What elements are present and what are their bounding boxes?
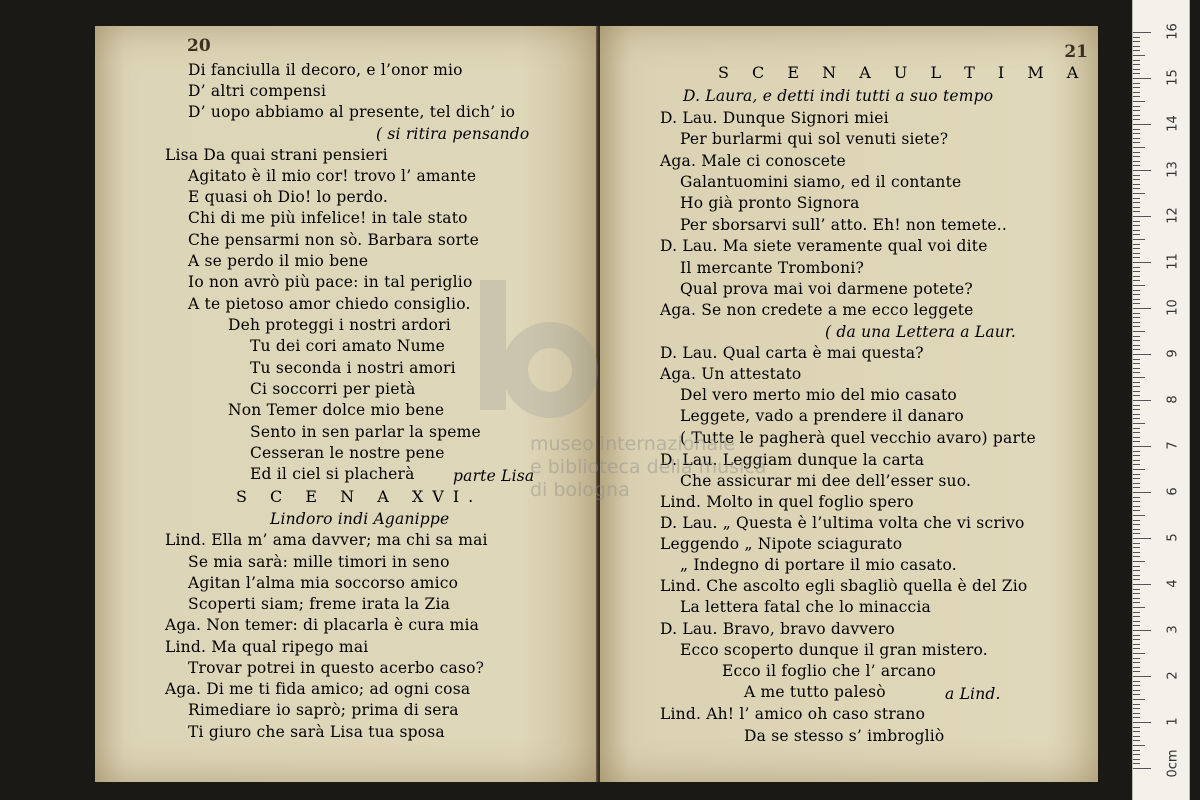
text-line: Rimediare io saprò; prima di sera bbox=[188, 701, 459, 719]
ruler-tick bbox=[1133, 110, 1140, 111]
text-line: Aga. Se non credete a me ecco leggete bbox=[660, 301, 974, 319]
text-line: Per sborsarvi sull’ atto. Eh! non temete.. bbox=[680, 216, 1008, 234]
ruler-tick bbox=[1133, 547, 1140, 548]
ruler-label: 1 bbox=[1165, 717, 1181, 726]
ruler-tick bbox=[1133, 589, 1140, 590]
text-line: Chi di me più infelice! in tale stato bbox=[188, 209, 468, 227]
ruler-tick bbox=[1133, 510, 1140, 511]
text-line: D. Lau. Leggiam dunque la carta bbox=[660, 451, 925, 469]
text-line: Qual prova mai voi darmene potete? bbox=[680, 280, 973, 298]
ruler-tick bbox=[1133, 60, 1140, 61]
ruler-tick bbox=[1133, 46, 1140, 47]
text-line: Del vero merto mio del mio casato bbox=[680, 386, 957, 404]
ruler-tick bbox=[1133, 142, 1140, 143]
ruler-tick bbox=[1133, 602, 1140, 603]
ruler-tick bbox=[1133, 446, 1151, 447]
ruler-tick bbox=[1133, 524, 1140, 525]
scene-characters: D. Laura, e detti indi tutti a suo tempo bbox=[683, 87, 994, 105]
text-line: Aga. Male ci conoscete bbox=[660, 152, 846, 170]
ruler-tick bbox=[1133, 253, 1140, 254]
ruler-tick bbox=[1133, 96, 1140, 97]
stage-direction: ( da una Lettera a Laur. bbox=[825, 323, 1016, 341]
ruler-tick bbox=[1133, 354, 1151, 355]
ruler-tick bbox=[1133, 722, 1151, 723]
ruler-tick bbox=[1133, 579, 1140, 580]
ruler-tick bbox=[1133, 55, 1145, 56]
text-line: A se perdo il mio bene bbox=[188, 252, 369, 270]
ruler-tick bbox=[1133, 768, 1151, 769]
ruler-label: 4 bbox=[1165, 579, 1181, 588]
ruler-tick bbox=[1133, 119, 1140, 120]
text-line: E quasi oh Dio! lo perdo. bbox=[188, 188, 388, 206]
text-line: La lettera fatal che lo minaccia bbox=[680, 598, 931, 616]
ruler-tick bbox=[1133, 704, 1140, 705]
ruler-tick bbox=[1133, 759, 1140, 760]
ruler-tick bbox=[1133, 474, 1140, 475]
text-line: Agitato è il mio cor! trovo l’ amante bbox=[188, 167, 477, 185]
ruler-tick bbox=[1133, 515, 1145, 516]
ruler-tick bbox=[1133, 322, 1140, 323]
ruler-tick bbox=[1133, 584, 1151, 585]
ruler-tick bbox=[1133, 377, 1145, 378]
ruler-tick bbox=[1133, 124, 1151, 125]
text-line: D’ uopo abbiamo al presente, tel dich’ io bbox=[188, 103, 516, 121]
ruler-tick bbox=[1133, 428, 1140, 429]
text-line: Il mercante Tromboni? bbox=[680, 259, 865, 277]
ruler-tick bbox=[1133, 188, 1140, 189]
ruler-tick bbox=[1133, 487, 1140, 488]
text-line: Sento in sen parlar la speme bbox=[250, 423, 481, 441]
text-line: Ti giuro che sarà Lisa tua sposa bbox=[188, 723, 445, 741]
ruler-tick bbox=[1133, 409, 1140, 410]
ruler-tick bbox=[1133, 230, 1140, 231]
ruler-tick bbox=[1133, 83, 1140, 84]
ruler-tick bbox=[1133, 727, 1140, 728]
ruler-tick bbox=[1133, 501, 1140, 502]
text-line: Galantuomini siamo, ed il contante bbox=[680, 173, 962, 191]
ruler-tick bbox=[1133, 566, 1140, 567]
watermark-line: e biblioteca della musica bbox=[530, 456, 767, 478]
ruler-tick bbox=[1133, 386, 1140, 387]
ruler-label: 16 bbox=[1165, 23, 1181, 40]
scene-heading: S C E N A XVI. bbox=[236, 487, 483, 506]
ruler-tick bbox=[1133, 170, 1151, 171]
text-line: Cesseran le nostre pene bbox=[250, 444, 445, 462]
text-line: Lind. Ma qual ripego mai bbox=[165, 638, 369, 656]
ruler-tick bbox=[1133, 308, 1151, 309]
text-line: Aga. Un attestato bbox=[660, 365, 802, 383]
text-line: Scoperti siam; freme irata la Zia bbox=[188, 595, 451, 613]
text-line: Non Temer dolce mio bene bbox=[228, 401, 445, 419]
ruler-tick bbox=[1133, 671, 1140, 672]
ruler-tick bbox=[1133, 276, 1140, 277]
ruler-tick bbox=[1133, 211, 1140, 212]
ruler-tick bbox=[1133, 658, 1140, 659]
ruler-label: 12 bbox=[1165, 207, 1181, 224]
ruler-tick bbox=[1133, 165, 1140, 166]
ruler-tick bbox=[1133, 598, 1140, 599]
ruler-tick bbox=[1133, 552, 1140, 553]
ruler-tick bbox=[1133, 612, 1140, 613]
ruler-tick bbox=[1133, 101, 1145, 102]
ruler-tick bbox=[1133, 639, 1140, 640]
ruler-tick bbox=[1133, 129, 1140, 130]
page-number: 21 bbox=[1064, 42, 1088, 62]
ruler-tick bbox=[1133, 382, 1140, 383]
ruler-tick bbox=[1133, 469, 1145, 470]
text-line: Tu dei cori amato Nume bbox=[250, 337, 446, 355]
ruler-tick bbox=[1133, 202, 1140, 203]
ruler-tick bbox=[1133, 635, 1140, 636]
text-line: Agitan l’alma mia soccorso amico bbox=[188, 574, 459, 592]
ruler-tick bbox=[1133, 313, 1140, 314]
ruler-tick bbox=[1133, 349, 1140, 350]
watermark-line: di bologna bbox=[530, 479, 630, 501]
ruler-tick bbox=[1133, 290, 1140, 291]
ruler-label: 9 bbox=[1165, 349, 1181, 358]
text-line: „ Indegno di portare il mio casato. bbox=[680, 556, 957, 574]
ruler-tick bbox=[1133, 216, 1151, 217]
ruler-tick bbox=[1133, 147, 1145, 148]
ruler-tick bbox=[1133, 207, 1140, 208]
ruler-tick bbox=[1133, 464, 1140, 465]
text-line: Lind. Che ascolto egli sbagliò quella è del Zio bbox=[660, 577, 1028, 595]
text-line: Che assicurar mi dee dell’esser suo. bbox=[680, 472, 972, 490]
ruler-tick bbox=[1133, 690, 1140, 691]
ruler-label: 14 bbox=[1165, 115, 1181, 132]
text-line: A me tutto palesò bbox=[744, 683, 886, 701]
text-line: Aga. Di me ti fida amico; ad ogni cosa bbox=[165, 680, 471, 698]
ruler-label: 2 bbox=[1165, 671, 1181, 680]
ruler-tick bbox=[1133, 529, 1140, 530]
museum-logo-watermark bbox=[470, 280, 640, 430]
ruler-tick bbox=[1133, 234, 1140, 235]
ruler-tick bbox=[1133, 418, 1140, 419]
ruler-tick bbox=[1133, 326, 1140, 327]
ruler-tick bbox=[1133, 616, 1140, 617]
ruler-tick bbox=[1133, 32, 1151, 33]
ruler-tick bbox=[1133, 543, 1140, 544]
ruler-tick bbox=[1133, 299, 1140, 300]
ruler-tick bbox=[1133, 78, 1151, 79]
scene-characters: Lindoro indi Aganippe bbox=[270, 510, 450, 528]
stage-direction: a Lind. bbox=[945, 685, 1001, 703]
ruler-tick bbox=[1133, 570, 1140, 571]
ruler-tick bbox=[1133, 41, 1140, 42]
ruler-tick bbox=[1133, 345, 1140, 346]
ruler-label: 13 bbox=[1165, 161, 1181, 178]
ruler-label: 5 bbox=[1165, 533, 1181, 542]
text-line: Tu seconda i nostri amori bbox=[250, 359, 456, 377]
ruler-tick bbox=[1133, 359, 1140, 360]
ruler-tick bbox=[1133, 336, 1140, 337]
ruler-tick bbox=[1133, 198, 1140, 199]
ruler-tick bbox=[1133, 221, 1140, 222]
ruler-tick bbox=[1133, 648, 1140, 649]
ruler-tick bbox=[1133, 533, 1140, 534]
ruler-tick bbox=[1133, 175, 1140, 176]
scene-heading: S C E N A U L T I M A bbox=[718, 63, 1088, 82]
ruler-tick bbox=[1133, 64, 1140, 65]
watermark-line: museo internazionale bbox=[530, 433, 735, 455]
text-line: D. Lau. Qual carta è mai questa? bbox=[660, 344, 924, 362]
ruler-label: 3 bbox=[1165, 625, 1181, 634]
ruler-tick bbox=[1133, 708, 1140, 709]
ruler-tick bbox=[1133, 106, 1140, 107]
ruler-tick bbox=[1133, 745, 1145, 746]
ruler-tick bbox=[1133, 754, 1140, 755]
text-line: Lind. Molto in quel foglio spero bbox=[660, 493, 914, 511]
text-line: Aga. Non temer: di placarla è cura mia bbox=[165, 616, 480, 634]
text-line: A te pietoso amor chiedo consiglio. bbox=[188, 295, 471, 313]
ruler-label: 7 bbox=[1165, 441, 1181, 450]
ruler-tick bbox=[1133, 152, 1140, 153]
ruler-tick bbox=[1133, 179, 1140, 180]
ruler-tick bbox=[1133, 451, 1140, 452]
text-line: Lind. Ella m’ ama davver; ma chi sa mai bbox=[165, 531, 488, 549]
ruler-label: 15 bbox=[1165, 69, 1181, 86]
ruler-tick bbox=[1133, 437, 1140, 438]
ruler-tick bbox=[1133, 561, 1145, 562]
text-line: D. Lau. Ma siete veramente qual voi dite bbox=[660, 237, 988, 255]
ruler-tick bbox=[1133, 87, 1140, 88]
ruler-tick bbox=[1133, 713, 1140, 714]
ruler-tick bbox=[1133, 763, 1140, 764]
ruler-tick bbox=[1133, 400, 1151, 401]
text-line: D’ altri compensi bbox=[188, 82, 327, 100]
ruler-tick bbox=[1133, 133, 1140, 134]
text-line: Che pensarmi non sò. Barbara sorte bbox=[188, 231, 479, 249]
ruler-tick bbox=[1133, 750, 1140, 751]
text-line: Leggete, vado a prendere il danaro bbox=[680, 407, 964, 425]
stage-direction: ( si ritira pensando bbox=[376, 125, 530, 143]
text-line: Per burlarmi qui sol venuti siete? bbox=[680, 130, 949, 148]
ruler-tick bbox=[1133, 681, 1140, 682]
ruler-tick bbox=[1133, 607, 1145, 608]
ruler-tick bbox=[1133, 492, 1151, 493]
ruler-tick bbox=[1133, 538, 1151, 539]
ruler-tick bbox=[1133, 455, 1140, 456]
ruler-tick bbox=[1133, 69, 1140, 70]
ruler-tick bbox=[1133, 285, 1145, 286]
ruler-tick bbox=[1133, 460, 1140, 461]
ruler-tick bbox=[1133, 317, 1140, 318]
ruler-tick bbox=[1133, 736, 1140, 737]
ruler-tick bbox=[1133, 483, 1140, 484]
ruler-tick bbox=[1133, 625, 1140, 626]
ruler-tick bbox=[1133, 294, 1140, 295]
ruler-tick bbox=[1133, 363, 1140, 364]
ruler-label: 0cm bbox=[1165, 749, 1181, 778]
ruler-tick bbox=[1133, 621, 1140, 622]
text-line: Da se stesso s’ imbrogliò bbox=[744, 727, 945, 745]
ruler-tick bbox=[1133, 193, 1145, 194]
text-line: ( Tutte le pagherà quel vecchio avaro) parte bbox=[680, 429, 1036, 447]
ruler-tick bbox=[1133, 340, 1140, 341]
ruler-tick bbox=[1133, 244, 1140, 245]
text-line: D. Lau. „ Questa è l’ultima volta che vi scrivo bbox=[660, 514, 1025, 532]
text-line: Ci soccorri per pietà bbox=[250, 380, 416, 398]
ruler-tick bbox=[1133, 368, 1140, 369]
ruler-tick bbox=[1133, 92, 1140, 93]
text-line: Trovar potrei in questo acerbo caso? bbox=[188, 659, 485, 677]
measurement-ruler bbox=[1132, 0, 1190, 800]
ruler-tick bbox=[1133, 73, 1140, 74]
ruler-tick bbox=[1133, 694, 1140, 695]
ruler-tick bbox=[1133, 115, 1140, 116]
ruler-tick bbox=[1133, 441, 1140, 442]
ruler-tick bbox=[1133, 685, 1140, 686]
ruler-label: 10 bbox=[1165, 299, 1181, 316]
ruler-tick bbox=[1133, 280, 1140, 281]
ruler-tick bbox=[1133, 395, 1140, 396]
ruler-tick bbox=[1133, 432, 1140, 433]
ruler-tick bbox=[1133, 257, 1140, 258]
ruler-tick bbox=[1133, 731, 1140, 732]
ruler-label: 6 bbox=[1165, 487, 1181, 496]
ruler-tick bbox=[1133, 644, 1140, 645]
ruler-tick bbox=[1133, 740, 1140, 741]
ruler-tick bbox=[1133, 303, 1140, 304]
ruler-tick bbox=[1133, 593, 1140, 594]
ruler-tick bbox=[1133, 520, 1140, 521]
text-line: Deh proteggi i nostri ardori bbox=[228, 316, 451, 334]
ruler-tick bbox=[1133, 575, 1140, 576]
ruler-tick bbox=[1133, 184, 1140, 185]
ruler-tick bbox=[1133, 717, 1140, 718]
ruler-tick bbox=[1133, 506, 1140, 507]
page-number: 20 bbox=[187, 36, 211, 56]
ruler-label: 8 bbox=[1165, 395, 1181, 404]
text-line: Ed il ciel si placherà bbox=[250, 465, 415, 483]
ruler-tick bbox=[1133, 271, 1140, 272]
text-line: Se mia sarà: mille timori in seno bbox=[188, 553, 450, 571]
text-line: Io non avrò più pace: in tal periglio bbox=[188, 273, 473, 291]
ruler-tick bbox=[1133, 662, 1140, 663]
ruler-tick bbox=[1133, 478, 1140, 479]
ruler-tick bbox=[1133, 423, 1145, 424]
ruler-tick bbox=[1133, 391, 1140, 392]
text-line: Leggendo „ Nipote sciagurato bbox=[660, 535, 903, 553]
ruler-tick bbox=[1133, 699, 1145, 700]
ruler-tick bbox=[1133, 50, 1140, 51]
ruler-tick bbox=[1133, 414, 1140, 415]
ruler-tick bbox=[1133, 225, 1140, 226]
text-line: Di fanciulla il decoro, e l’onor mio bbox=[188, 61, 463, 79]
watermark-text bbox=[530, 433, 766, 502]
text-line: D. Lau. Bravo, bravo davvero bbox=[660, 620, 895, 638]
ruler-tick bbox=[1133, 331, 1145, 332]
ruler-tick bbox=[1133, 239, 1145, 240]
ruler-tick bbox=[1133, 161, 1140, 162]
ruler-tick bbox=[1133, 372, 1140, 373]
ruler-tick bbox=[1133, 556, 1140, 557]
ruler-tick bbox=[1133, 267, 1140, 268]
text-line: Ecco il foglio che l’ arcano bbox=[722, 662, 937, 680]
ruler-tick bbox=[1133, 667, 1140, 668]
ruler-label: 11 bbox=[1165, 253, 1181, 270]
text-line: Lisa Da quai strani pensieri bbox=[165, 146, 388, 164]
ruler-tick bbox=[1133, 37, 1140, 38]
ruler-tick bbox=[1133, 138, 1140, 139]
ruler-tick bbox=[1133, 248, 1140, 249]
text-line: Ecco scoperto dunque il gran mistero. bbox=[680, 641, 988, 659]
ruler-tick bbox=[1133, 676, 1151, 677]
text-line: Lind. Ah! l’ amico oh caso strano bbox=[660, 705, 926, 723]
stage-direction: parte Lisa bbox=[453, 467, 535, 485]
ruler-tick bbox=[1133, 653, 1145, 654]
ruler-tick bbox=[1133, 497, 1140, 498]
ruler-tick bbox=[1133, 405, 1140, 406]
text-line: D. Lau. Dunque Signori miei bbox=[660, 109, 889, 127]
ruler-tick bbox=[1133, 630, 1151, 631]
text-line: Ho già pronto Signora bbox=[680, 194, 860, 212]
ruler-tick bbox=[1133, 262, 1151, 263]
ruler-tick bbox=[1133, 156, 1140, 157]
